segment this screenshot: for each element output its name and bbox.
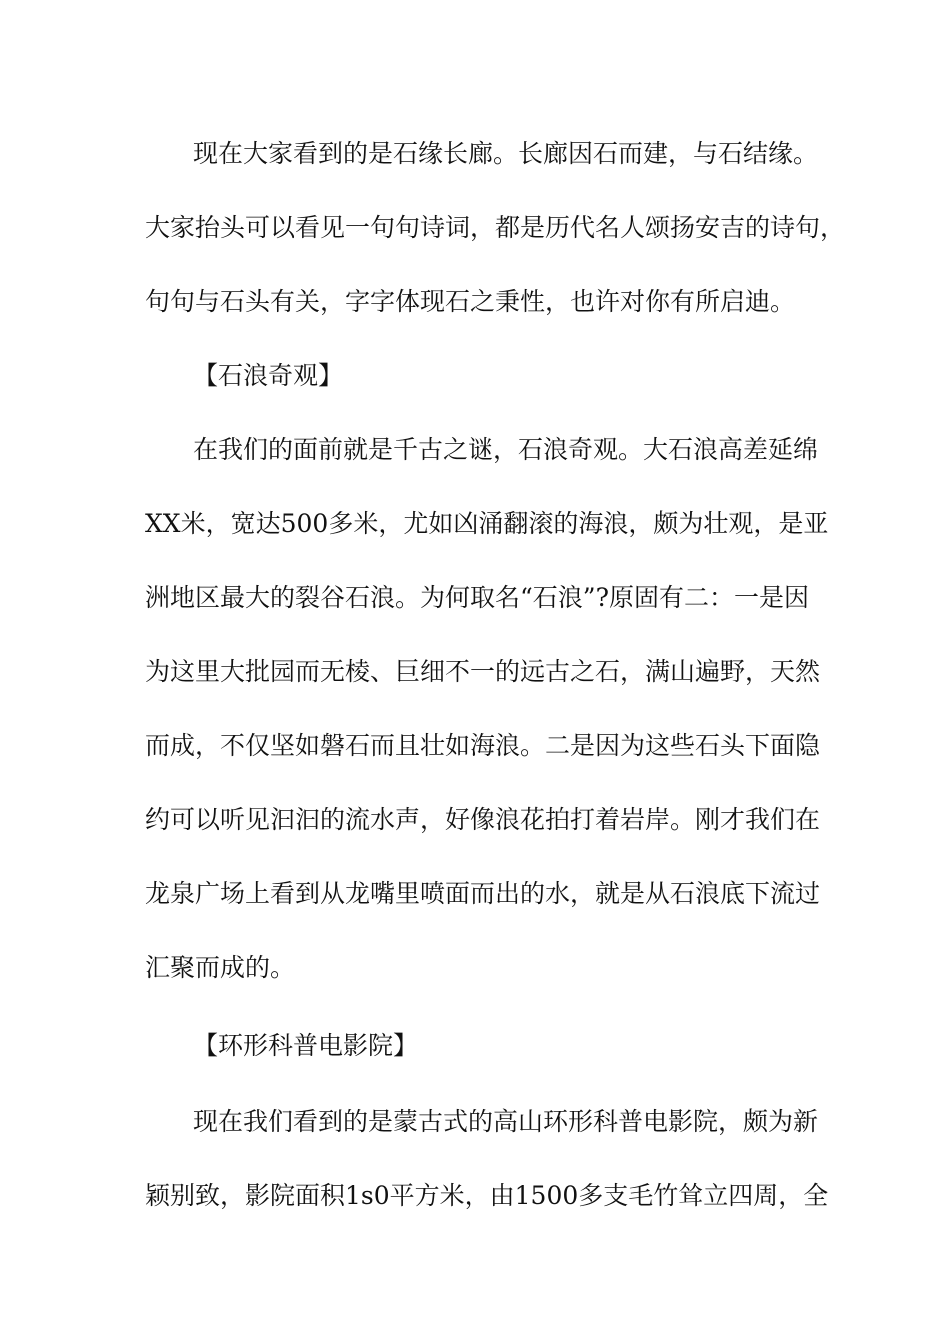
paragraph-line: 龙泉广场上看到从龙嘴里喷面而出的水，就是从石浪底下流过	[145, 879, 821, 908]
paragraph-line: 汇聚而成的。	[145, 953, 296, 982]
paragraph-line: XX米，宽达500多米，尤如凶涌翻滚的海浪，颇为壮观，是亚	[145, 509, 829, 538]
section-heading: 【石浪奇观】	[193, 361, 344, 390]
paragraph-line: 在我们的面前就是千古之谜，石浪奇观。大石浪高差延绵	[193, 435, 819, 464]
paragraph-line: 句句与石头有关，字字体现石之秉性，也许对你有所启迪。	[145, 287, 796, 316]
paragraph-line: 而成，不仅坚如磐石而且壮如海浪。二是因为这些石头下面隐	[145, 731, 821, 760]
paragraph-line: 为这里大批园而无棱、巨细不一的远古之石，满山遍野，天然	[145, 657, 821, 686]
paragraph-line: 现在我们看到的是蒙古式的高山环形科普电影院，颇为新	[193, 1107, 819, 1136]
paragraph-line: 现在大家看到的是石缘长廊。长廊因石而建，与石结缘。	[193, 139, 819, 168]
paragraph-line: 约可以听见汩汩的流水声，好像浪花拍打着岩岸。刚才我们在	[145, 805, 821, 834]
paragraph-line: 大家抬头可以看见一句句诗词，都是历代名人颂扬安吉的诗句，	[145, 213, 846, 242]
paragraph-line: 洲地区最大的裂谷石浪。为何取名“石浪”?原固有二：一是因	[145, 583, 809, 612]
section-heading: 【环形科普电影院】	[193, 1031, 419, 1060]
paragraph-line: 颖别致，影院面积1s0平方米，由1500多支毛竹耸立四周，全	[145, 1181, 829, 1210]
